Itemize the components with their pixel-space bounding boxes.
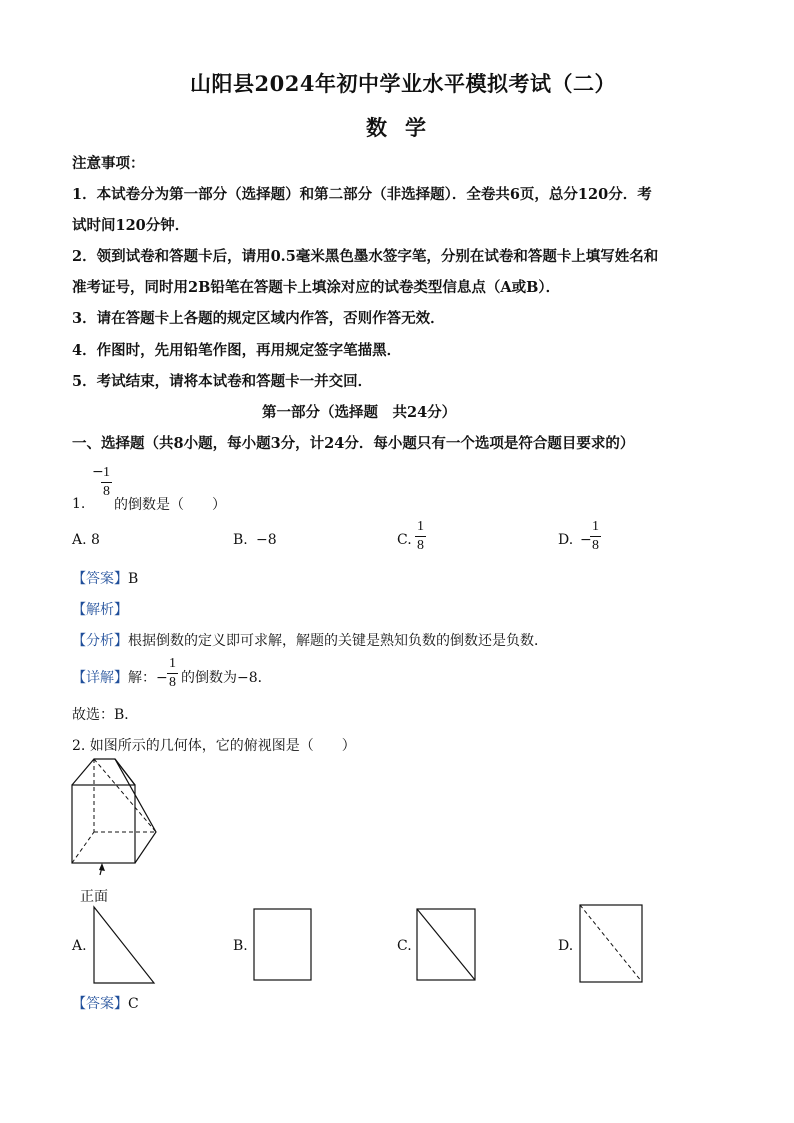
q1-c-den: 8 bbox=[417, 538, 424, 553]
note-line-1: 1．本试卷分为第一部分（选择题）和第二部分（非选择题）．全卷共6页，总分120分．考 bbox=[72, 186, 652, 203]
q1-answer-tag: 【答案】 bbox=[72, 571, 128, 587]
q1-option-d-fraction bbox=[590, 520, 601, 553]
q1-minus: − bbox=[92, 464, 104, 480]
q1-option-d-label[interactable]: D. bbox=[558, 532, 574, 548]
note-line-3: 2．领到试卷和答题卡后，请用0.5毫米黑色墨水签字笔，分别在试卷和答题卡上填写姓名和 bbox=[72, 248, 659, 265]
note-line-4: 准考证号，同时用2B铅笔在答题卡上填涂对应的试卷类型信息点（A或B）． bbox=[72, 279, 561, 296]
q1-option-a[interactable]: A. 8 bbox=[72, 532, 100, 548]
q1-d-den: 8 bbox=[592, 538, 599, 553]
q2-option-b-figure bbox=[253, 908, 313, 982]
q2-option-c[interactable]: C. bbox=[397, 938, 412, 954]
q1-detail-den: 8 bbox=[169, 675, 176, 690]
q2-option-c-figure bbox=[416, 908, 478, 982]
part1-heading: 第一部分（选择题 共24分） bbox=[262, 404, 457, 421]
q1-choose: 故选：B． bbox=[72, 707, 139, 723]
note-line-2: 试时间120分钟． bbox=[72, 217, 190, 234]
section-heading: 一、选择题（共8小题，每小题3分，计24分．每小题只有一个选项是符合题目要求的） bbox=[72, 435, 635, 452]
q2-solid-figure bbox=[60, 755, 170, 880]
q2-answer-value: C bbox=[128, 996, 139, 1012]
q1-fraction bbox=[101, 466, 112, 499]
q2-option-d-figure bbox=[579, 904, 645, 984]
q1-fenxi-tag: 【分析】 bbox=[72, 633, 128, 649]
q1-frac-den: 8 bbox=[103, 484, 110, 499]
note-line-5: 3．请在答题卡上各题的规定区域内作答，否则作答无效． bbox=[72, 310, 445, 327]
q1-detail-fraction bbox=[167, 657, 178, 690]
q2-option-b[interactable]: B. bbox=[233, 938, 248, 954]
q1-analysis-tag: 【解析】 bbox=[72, 602, 128, 618]
hidden-diagonal-edge bbox=[94, 759, 156, 832]
q2-answer-tag: 【答案】 bbox=[72, 996, 128, 1012]
q1-option-c-label[interactable]: C. bbox=[397, 532, 412, 548]
q1-frac-num: 1 bbox=[101, 466, 112, 483]
q1-fenxi-text: 根据倒数的定义即可求解，解题的关键是熟知负数的倒数还是负数． bbox=[128, 633, 548, 649]
q2-option-a[interactable]: A. bbox=[72, 938, 87, 954]
note-line-7: 5．考试结束，请将本试卷和答题卡一并交回． bbox=[72, 373, 373, 390]
q1-detail-post: 的倒数为−8． bbox=[181, 670, 272, 686]
q2-option-a-figure bbox=[92, 905, 156, 985]
q1-c-num: 1 bbox=[415, 520, 426, 537]
q1-detail-tag: 【详解】 bbox=[72, 670, 128, 686]
q1-detail-pre: 解： bbox=[128, 670, 156, 686]
q2-front-label: 正面 bbox=[80, 889, 108, 905]
q1-detail-num: 1 bbox=[167, 657, 178, 674]
q1-option-b-value: −8 bbox=[256, 532, 277, 548]
note-line-6: 4．作图时，先用铅笔作图，再用规定签字笔描黑． bbox=[72, 342, 402, 359]
q1-detail bbox=[72, 667, 168, 687]
q1-option-c-fraction bbox=[415, 520, 426, 553]
q1-detail-minus: − bbox=[156, 670, 168, 686]
q2-answer bbox=[72, 993, 139, 1013]
exam-title: 山阳县2024年初中学业水平模拟考试（二） bbox=[190, 71, 616, 96]
q1-number: 1. bbox=[72, 496, 86, 512]
q1-answer bbox=[72, 568, 138, 588]
q2-stem: 2. 如图所示的几何体，它的俯视图是（ ） bbox=[72, 738, 356, 754]
q1-stem: 的倒数是（ ） bbox=[114, 497, 226, 513]
q1-option-d-minus: − bbox=[580, 532, 592, 548]
notes-heading: 注意事项： bbox=[72, 155, 145, 172]
hidden-depth-edge bbox=[72, 832, 94, 863]
q1-fenxi bbox=[72, 630, 548, 650]
q2-option-d[interactable]: D. bbox=[558, 938, 574, 954]
q1-answer-value: B bbox=[128, 571, 139, 587]
subject-title: 数学 bbox=[366, 115, 444, 140]
q1-option-b-label[interactable]: B. bbox=[233, 532, 248, 548]
q1-d-num: 1 bbox=[590, 520, 601, 537]
